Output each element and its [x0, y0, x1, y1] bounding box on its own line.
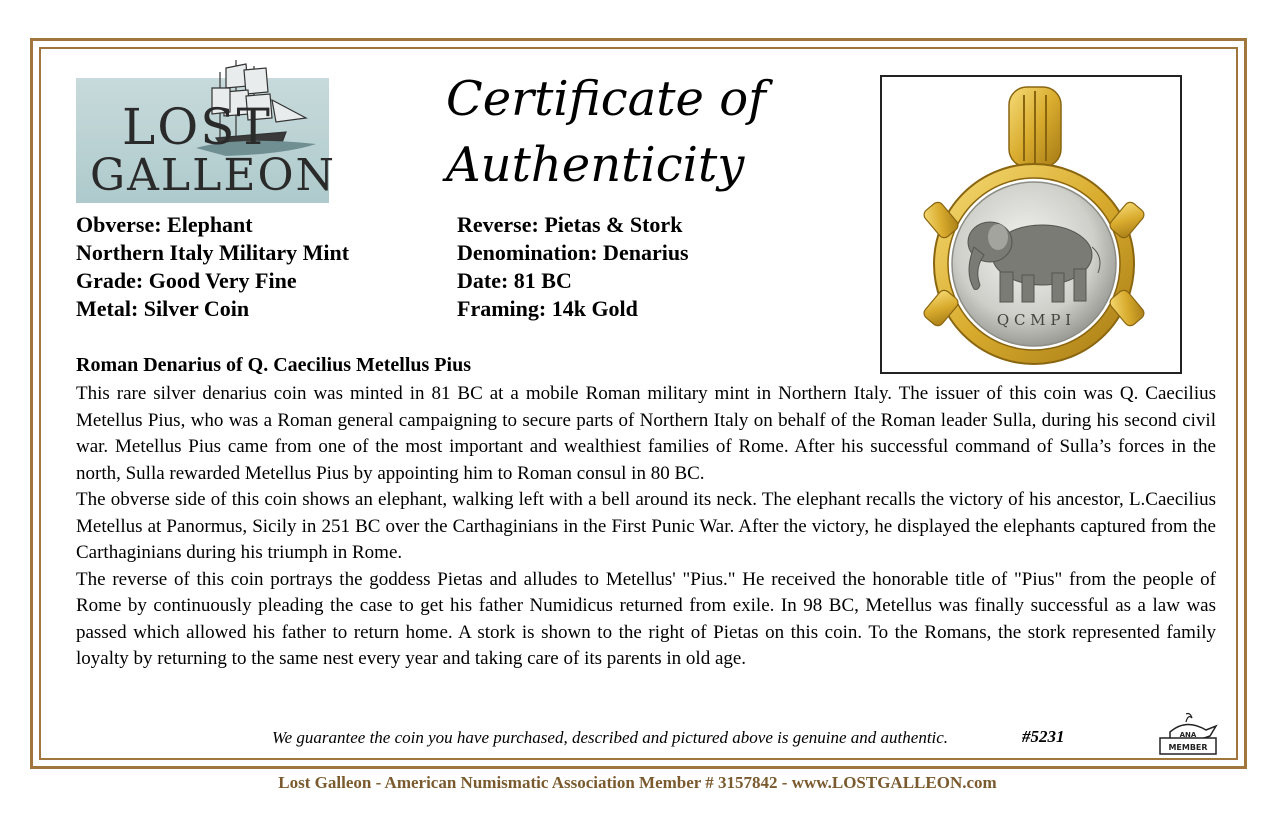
certificate-title	[446, 66, 766, 198]
coin-legend: Q C M P I	[996, 311, 1072, 329]
certificate-number: #5231	[1022, 727, 1065, 746]
coin-pendant-photo	[880, 75, 1182, 374]
paragraph-reverse: The reverse of this coin portrays the goddess Pietas and alludes to Metellus' "Pius." He received the honorable title of "Pius" from the people of Rome by continuously pleading the case to get his father Numidicus returned from exile. In 98 BC, Metellus was finally successful as a law was passed which allowed his father to return home. A stork is shown to the right of Pietas on this coin. To the Romans, the stork represented family loyalty by returning to the same nest every year and taking care of its parents in old age.	[76, 568, 1216, 669]
coin-pendant-image	[882, 77, 1180, 372]
field-framing: Framing: 14k Gold	[457, 296, 638, 321]
guarantee-statement: We guarantee the coin you have purchased, described and pictured above is genuine and authentic.	[272, 728, 949, 747]
logo-line-galleon: GALLEON	[90, 150, 337, 201]
ana-badge-bottom: MEMBER	[1168, 743, 1208, 752]
description-body	[76, 381, 1216, 673]
field-grade: Grade: Good Very Fine	[76, 268, 297, 293]
ana-member-badge	[1150, 708, 1222, 756]
lost-galleon-logo	[76, 78, 337, 203]
ana-lamp-icon	[1150, 708, 1222, 756]
description-heading: Roman Denarius of Q. Caecilius Metellus Pius	[76, 354, 471, 376]
field-metal: Metal: Silver Coin	[76, 296, 250, 321]
title-line-2: Authenticity	[446, 137, 745, 193]
field-mint: Northern Italy Military Mint	[76, 240, 350, 265]
logo-line-lost: LOST	[122, 98, 272, 156]
paragraph-obverse: The obverse side of this coin shows an elephant, walking left with a bell around its neck. The elephant recalls the victory of his ancestor, L.Caecilius Metellus at Panormus, Sicily in 251 BC over the Carthaginians in the First Punic War. After the victory, he displayed the elephants captured from the Carthaginians during his triumph in Rome.	[76, 489, 1216, 563]
paragraph-history: This rare silver denarius coin was minted in 81 BC at a mobile Roman military mint in Northern Italy. The issuer of this coin was Q. Caecilius Metellus Pius, who was a Roman general campaigning to secure parts of Northern Italy on behalf of the Roman leader Sulla, during his second civil war. Metellus Pius came from one of the most important and wealthiest families of Rome. After his successful command of Sulla’s forces in the north, Sulla rewarded Metellus Pius by appointing him to Roman consul in 80 BC.	[76, 383, 1216, 484]
field-denomination: Denomination: Denarius	[457, 240, 689, 265]
field-date: Date: 81 BC	[457, 268, 572, 293]
fields-left	[76, 211, 349, 323]
ana-badge-top: ANA	[1179, 731, 1197, 739]
field-obverse: Obverse: Elephant	[76, 212, 253, 237]
footer-membership: Lost Galleon - American Numismatic Association Member # 3157842 - www.LOSTGALLEON.com	[278, 773, 997, 792]
title-line-1: Certificate of	[446, 71, 766, 127]
fields-right	[457, 211, 689, 323]
field-reverse: Reverse: Pietas & Stork	[457, 212, 683, 237]
